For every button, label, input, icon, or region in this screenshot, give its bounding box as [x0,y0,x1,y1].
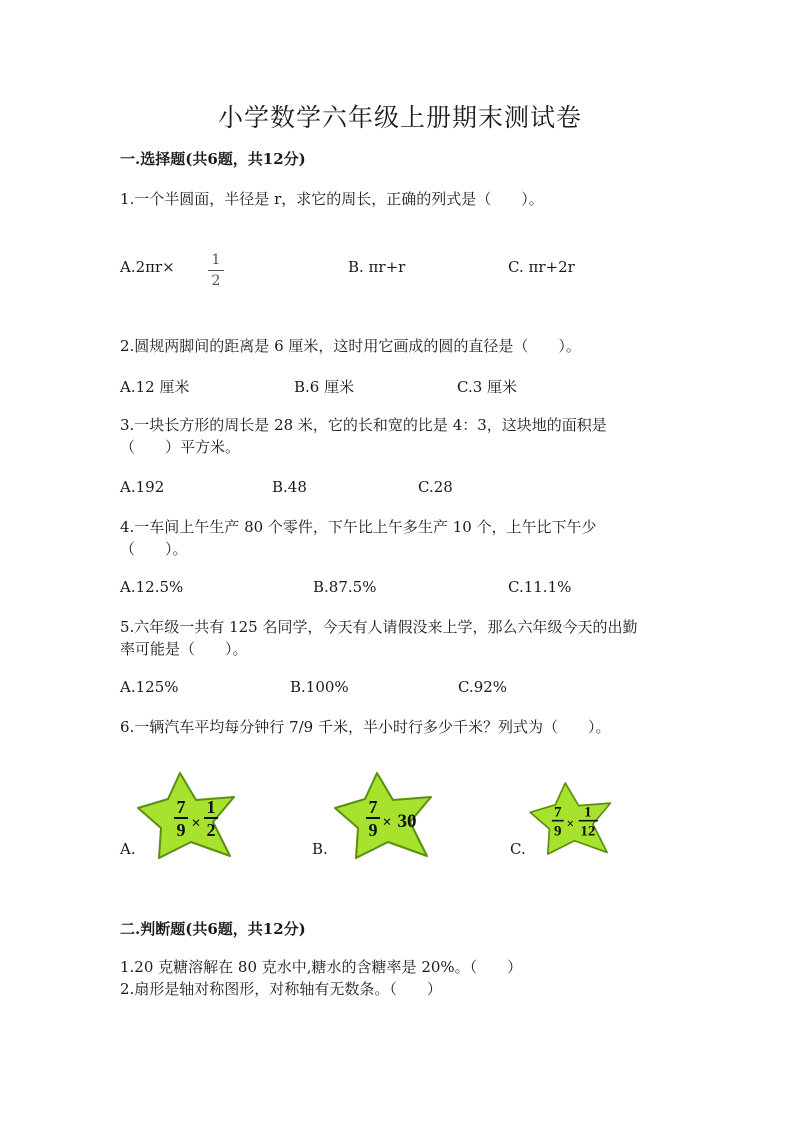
star-a-numerator-2: 1 [206,797,216,817]
q4-option-c: C.11.1% [508,578,572,596]
star-a-denominator-1: 9 [176,820,186,840]
q3-option-b: B.48 [272,478,307,496]
q1-option-a-fraction [208,252,224,289]
fraction-bar [208,270,224,271]
q1-option-c: C. πr+2r [508,258,575,276]
q2-option-b: B.6 厘米 [294,378,355,396]
q3-option-a: A.192 [120,478,165,496]
section-heading-multiple-choice: 一.选择题(共6题，共12分) [120,150,306,168]
star-icon [138,773,234,858]
star-c-numerator-2: 1 [584,804,592,821]
page-title: 小学数学六年级上册期末测试卷 [217,103,582,132]
q6-option-b-star-image [330,770,440,862]
star-b-numerator: 7 [368,797,378,817]
question-5-line-2: 率可能是（ ）。 [120,640,248,658]
star-c-operator: × [566,816,575,832]
star-b-denominator: 9 [368,820,378,840]
q5-option-a: A.125% [120,678,179,696]
fraction-numerator: 1 [211,252,221,268]
question-6: 6.一辆汽车平均每分钟行 7/9 千米，半小时行多少千米？列式为（ ）。 [120,718,611,736]
q4-option-a: A.12.5% [120,578,184,596]
q1-option-a: A.2πr× [120,258,175,276]
star-c-numerator-1: 7 [554,804,562,821]
q4-option-b: B.87.5% [313,578,377,596]
fraction-denominator: 2 [211,273,221,289]
q6-option-a-star-image [133,770,243,862]
question-4-line-1: 4.一车间上午生产 80 个零件，下午比上午多生产 10 个，上午比下午少 [120,518,597,536]
star-c-denominator-2: 12 [580,823,596,840]
question-1: 1.一个半圆面，半径是 r，求它的周长，正确的列式是（ ）。 [120,190,544,208]
q5-option-b: B.100% [290,678,349,696]
q6-option-c: C. [510,840,526,858]
judgement-item-2: 2.扇形是轴对称图形，对称轴有无数条。（ ） [120,980,442,998]
question-5-line-1: 5.六年级一共有 125 名同学，今天有人请假没来上学，那么六年级今天的出勤 [120,618,638,636]
section-heading-true-false: 二.判断题(共6题，共12分) [120,920,306,938]
judgement-item-1: 1.20 克糖溶解在 80 克水中,糖水的含糖率是 20%。（ ） [120,958,523,976]
star-a-denominator-2: 2 [206,820,216,840]
question-2: 2.圆规两脚间的距离是 6 厘米，这时用它画成的圆的直径是（ ）。 [120,337,581,355]
q2-option-a: A.12 厘米 [120,378,190,396]
star-a-numerator-1: 7 [176,797,186,817]
q6-option-a: A. [120,840,136,858]
question-3-line-2: （ ）平方米。 [120,438,241,456]
q2-option-c: C.3 厘米 [457,378,518,396]
star-b-operator: × [382,814,392,831]
q3-option-c: C.28 [418,478,453,496]
q1-option-b: B. πr+r [348,258,406,276]
q6-option-b: B. [312,840,328,858]
question-4-line-2: （ ）。 [120,540,188,558]
q6-option-c-star-image [526,778,618,860]
star-c-denominator-1: 9 [554,823,562,840]
q5-option-c: C.92% [458,678,508,696]
star-b-whole: 30 [397,811,417,832]
star-a-operator: × [191,815,201,832]
question-3-line-1: 3.一块长方形的周长是 28 米，它的长和宽的比是 4：3，这块地的面积是 [120,416,607,434]
